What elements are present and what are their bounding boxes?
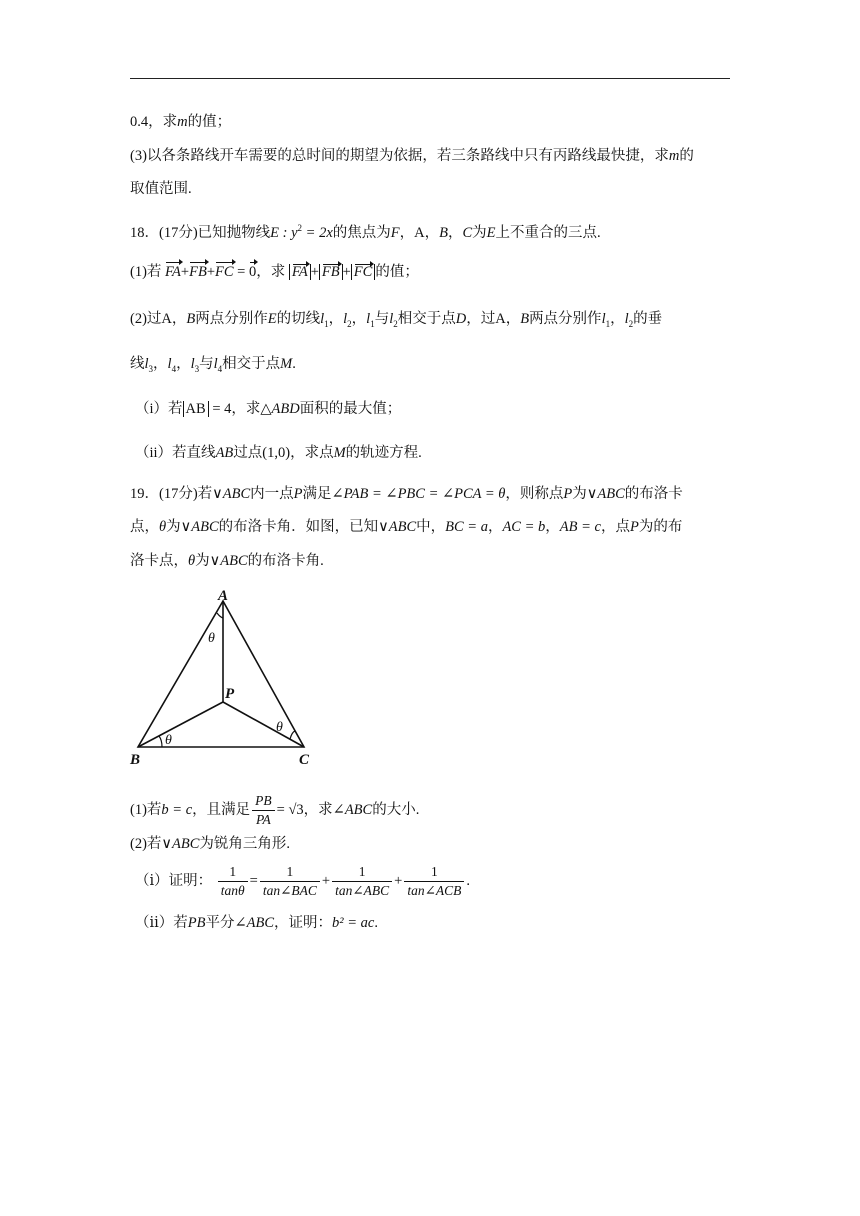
angle-arc-b <box>159 736 162 747</box>
q18-part2-i: （i）若 AB = 4，求△ABD面积的最大值； <box>135 401 402 417</box>
q19-part2-i: （ⅰ）证明： $\frac{1}{\tan\theta}$ = $\frac{1}{\text{tan∠BAC}}$ + $\frac{1}{\text{tan∠ABC}}$ + $\frac{1}{\text{tan∠ACB}}$ . <box>135 864 471 899</box>
q17-part3-line2: 取值范围. <box>130 181 192 197</box>
label-theta-c: θ <box>276 720 283 735</box>
q18-part2-line1: (2)过A，B两点分别作E的切线$l_1$，$l_2$，$l_1$与$l_2$相交于点D，过A，B两点分别作$l_1$，$l_2$的垂 <box>130 311 663 329</box>
q18-stem: 18．(17分)已知抛物线E : $y^2 = 2x$的焦点为F，A，B，C为E上不重合的三点. <box>130 223 601 241</box>
q17-part3-line1: (3)以各条路线开车需要的总时间的期望为依据，若三条路线中只有丙路线最快捷，求m的 <box>130 148 694 164</box>
label-theta-b: θ <box>165 733 172 748</box>
angle-arc-c <box>290 731 295 739</box>
brocard-triangle-figure <box>128 585 328 770</box>
q19-stem-line3: 洛卡点，θ为∨ABC的布洛卡角. <box>130 553 324 569</box>
q17-tail: 0.4，求m的值； <box>130 114 232 130</box>
q18-part2-ii: （ii）若直线AB过点(1,0)，求点M的轨迹方程. <box>135 445 422 461</box>
q19-part2-ii: （ⅱ）若PB平分∠ABC，证明：b² = ac. <box>135 915 378 931</box>
angle-arc-a <box>217 613 223 618</box>
q19-part1: (1)若b = c，且满足 $\frac{PB}{PA}$ = √3，求∠ABC的大小. <box>130 793 420 828</box>
label-a: A <box>218 588 229 604</box>
q18-part1: (1)若 FA+FB+FC = 0，求 FA + FB + FC 的值； <box>130 264 419 280</box>
label-theta-a: θ <box>208 631 215 646</box>
header-rule <box>130 78 730 79</box>
q19-part2: (2)若∨ABC为锐角三角形. <box>130 836 291 852</box>
label-p: P <box>225 686 235 702</box>
q19-stem-line1: 19．(17分)若∨ABC内一点P满足∠PAB = ∠PBC = ∠PCA = θ，则称点P为∨ABC的布洛卡 <box>130 486 683 502</box>
label-b: B <box>130 752 141 768</box>
label-c: C <box>299 752 310 768</box>
q19-stem-line2: 点，θ为∨ABC的布洛卡角．如图，已知∨ABC中，BC = a，AC = b，AB = c，点P为的布 <box>130 519 683 535</box>
q18-part2-line2: 线$l_3$，$l_4$，$l_3$与$l_4$相交于点M. <box>130 356 296 374</box>
